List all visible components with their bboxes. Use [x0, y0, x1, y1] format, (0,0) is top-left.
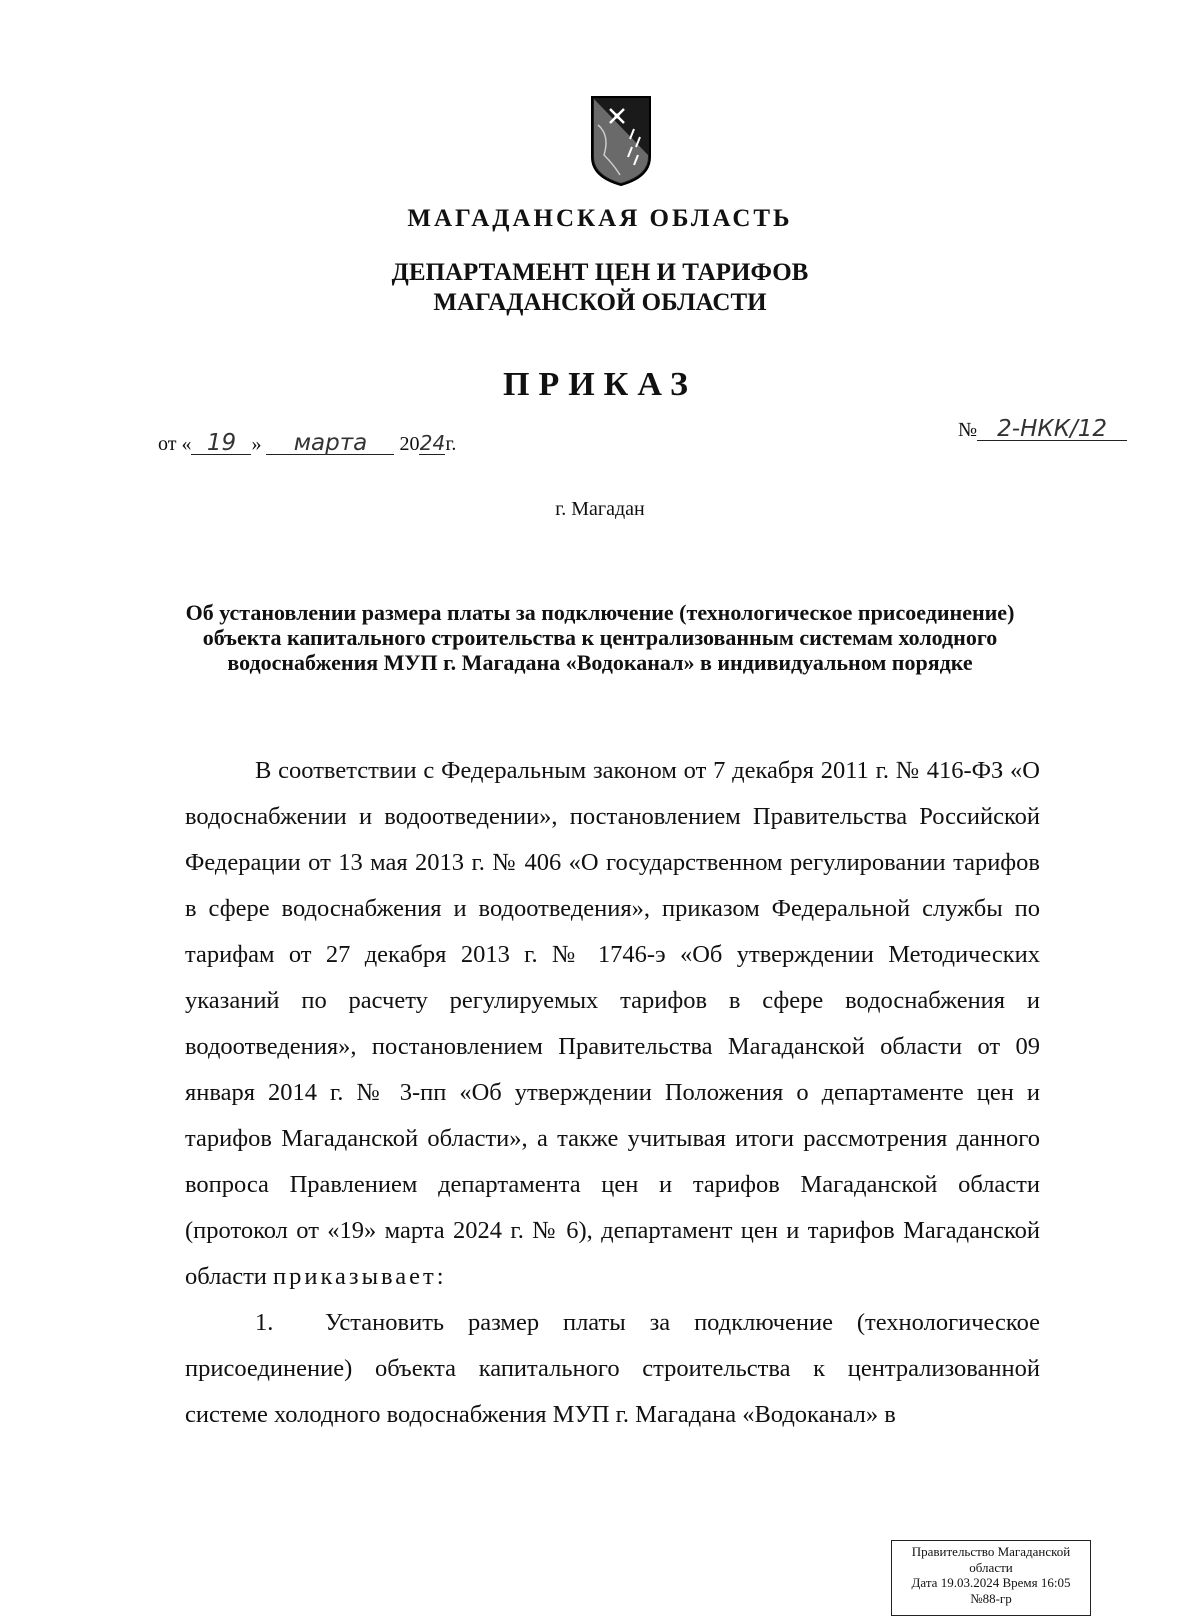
- preamble-text: В соответствии с Федеральным законом от 7 декабря 2011 г. № 416-ФЗ «О водоснабжении и водоотведении», постановлением Правительства Российской Федерации от 13 мая 2013 г. № 406 «О государственном регулировании тарифов в сфере водоснабжения и водоотведения», приказом Федеральной службы по тарифам от 27 декабря 2013 г. № 1746-э «Об утверждении Методических указаний по расчету регулируемых тарифов в сфере водоснабжения и водоотведения», постановлением Правительства Магаданской области от 09 января 2014 г. № 3-пп «Об утверждении Положения о департаменте цен и тарифов Магаданской области», а также учитывая итоги рассмотрения данного вопроса Правлением департамента цен и тарифов Магаданской области (протокол от «19» марта 2024 г. № 6), департамент цен и тарифов Магаданской области: [185, 757, 1040, 1290]
- coat-of-arms-emblem: [590, 95, 652, 187]
- item-text: Установить размер платы за подключение (технологическое присоединение) объекта капитального строительства к централизованной системе холодного водоснабжения МУП г. Магадана «Водоканал» в: [185, 1309, 1040, 1428]
- stamp-line-1: Правительство Магаданской: [911, 1544, 1071, 1559]
- date-prefix: от «: [158, 433, 192, 455]
- stamp-line-3: Дата 19.03.2024 Время 16:05: [911, 1575, 1071, 1590]
- date-suffix: г.: [445, 433, 457, 455]
- registration-stamp: [891, 1540, 1091, 1616]
- list-item: [185, 1300, 1040, 1438]
- orders-word: приказывает:: [273, 1263, 447, 1290]
- item-number: 1.: [255, 1309, 274, 1336]
- date-month: марта: [266, 432, 394, 455]
- region-name: МАГАДАНСКАЯ ОБЛАСТЬ: [407, 205, 793, 232]
- order-number: [958, 418, 1127, 442]
- stamp-line-2: области: [969, 1559, 1013, 1575]
- date-year-prefix: 20: [399, 433, 420, 455]
- date-day: 19: [191, 432, 251, 455]
- order-body: [185, 748, 1040, 1438]
- order-title: Об установлении размера платы за подключение (технологическое присоединение) объекта капитального строительства к централизованным системам холодного водоснабжения МУП г. Магадана «Водоканал» в индивидуальном порядке: [185, 600, 1015, 675]
- department-line-1: ДЕПАРТАМЕНТ ЦЕН И ТАРИФОВ: [391, 259, 809, 286]
- department-line-2: МАГАДАНСКОЙ ОБЛАСТИ: [433, 289, 767, 316]
- stamp-line-4: №88-гр: [970, 1590, 1012, 1606]
- department-name: [0, 258, 1200, 318]
- number-label: №: [958, 419, 978, 441]
- date-mid: »: [251, 433, 262, 455]
- preamble-paragraph: [185, 748, 1040, 1300]
- number-value: 2-НКК/12: [977, 418, 1127, 441]
- date-year-suffix: 24: [419, 431, 446, 455]
- order-date: [158, 432, 456, 456]
- city-line: г. Магадан: [555, 498, 645, 520]
- document-type-heading: ПРИКАЗ: [503, 366, 697, 403]
